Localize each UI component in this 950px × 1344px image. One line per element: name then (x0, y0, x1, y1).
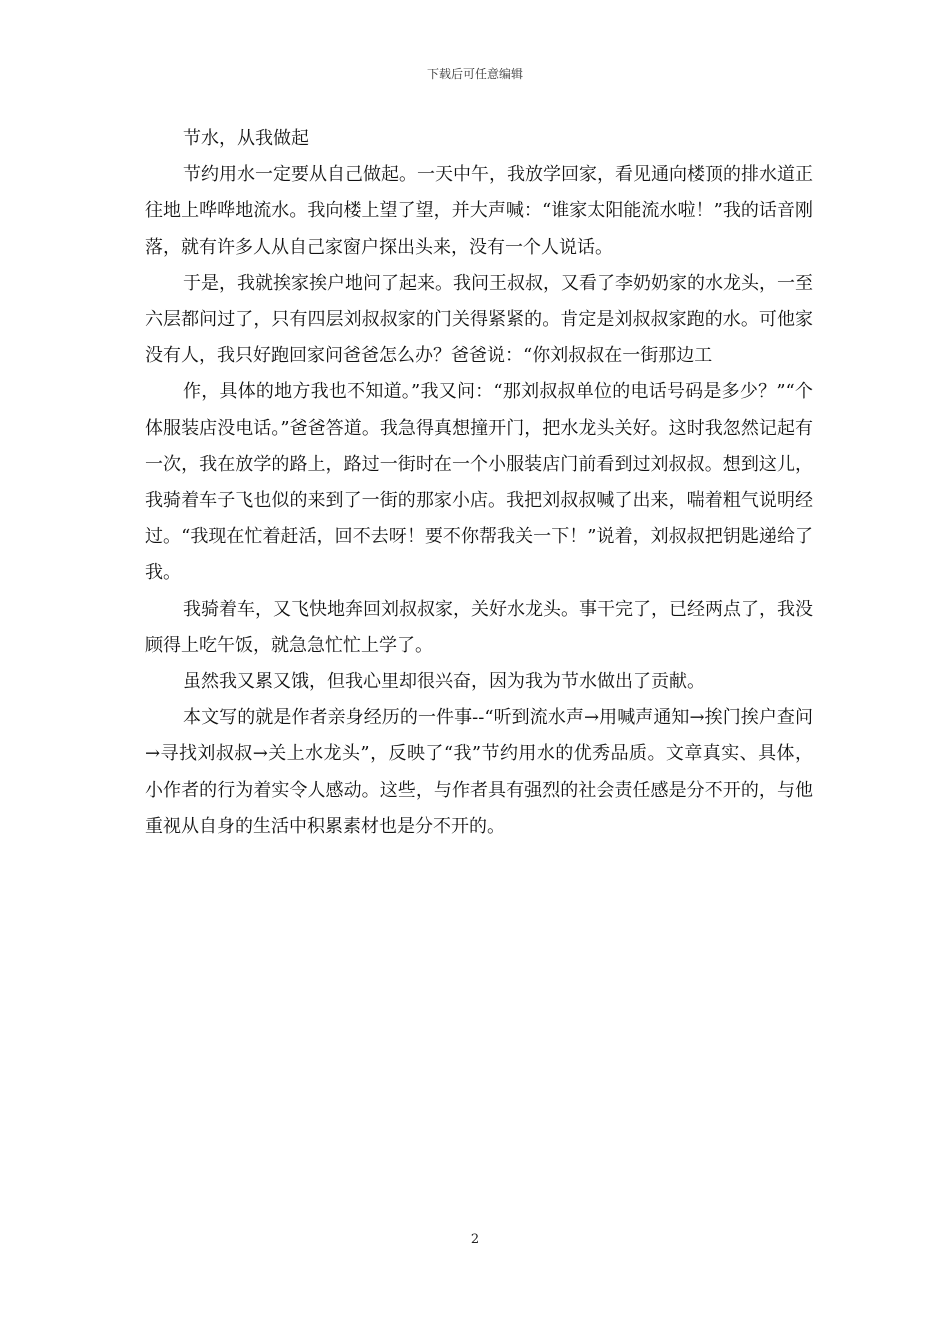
page-number: 2 (470, 1232, 480, 1247)
page-header: 下载后可任意编辑 (426, 67, 523, 81)
document-title: 节水，从我做起 (183, 128, 309, 149)
paragraph: 节约用水一定要从自己做起。一天中午，我放学回家，看见通向楼顶的排水道正往地上哗哗地流水。我向楼上望了望，并大声喊：“谁家太阳能流水啦！”我的话音刚落，就有许多人从自己家窗户探出头来，没有一个人说话。 (145, 164, 813, 258)
document-body (145, 121, 813, 845)
paragraph: 虽然我又累又饿，但我心里却很兴奋，因为我为节水做出了贡献。 (183, 671, 705, 693)
paragraph: 我骑着车，又飞快地奔回刘叔叔家，关好水龙头。事干完了，已经两点了，我没顾得上吃午饭，就急急忙忙上学了。 (145, 598, 813, 656)
paragraph: 本文写的就是作者亲身经历的一件事--“听到流水声→用喊声通知→挨门挨户查问→寻找刘叔叔→关上水龙头”，反映了“我”节约用水的优秀品质。文章真实、具体，小作者的行为着实令人感动。这些，与作者具有强烈的社会责任感是分不开的，与他重视从自身的生活中积累素材也是分不开的。 (145, 707, 813, 837)
paragraph: 于是，我就挨家挨户地问了起来。我问王叔叔，又看了李奶奶家的水龙头，一至六层都问过了，只有四层刘叔叔家的门关得紧紧的。肯定是刘叔叔家跑的水。可他家没有人，我只好跑回家问爸爸怎么办？爸爸说：“你刘叔叔在一街那边工 (145, 272, 813, 367)
paragraph: 作，具体的地方我也不知道。”我又问：“那刘叔叔单位的电话号码是多少？”“个体服装店没电话。”爸爸答道。我急得真想撞开门，把水龙头关好。这时我忽然记起有一次，我在放学的路上，路过一街时在一个小服装店门前看到过刘叔叔。想到这儿，我骑着车子飞也似的来到了一街的那家小店。我把刘叔叔喊了出来，喘着粗气说明经过。“我现在忙着赶活，回不去呀！要不你帮我关一下！”说着，刘叔叔把钥匙递给了我。 (145, 381, 813, 584)
